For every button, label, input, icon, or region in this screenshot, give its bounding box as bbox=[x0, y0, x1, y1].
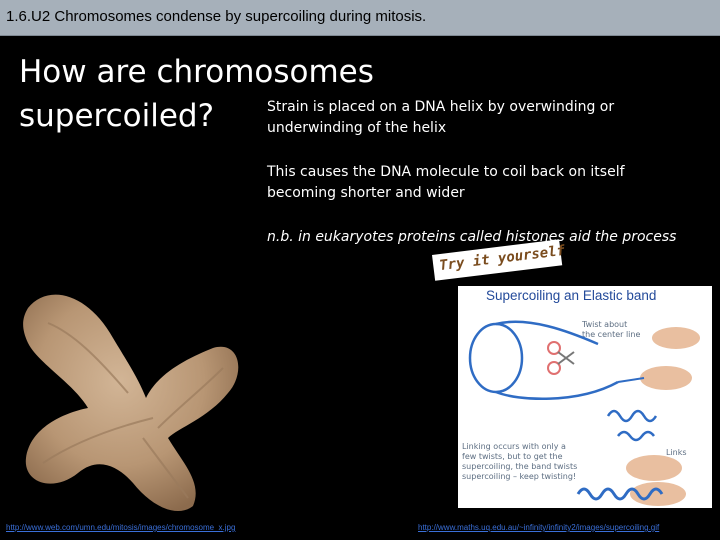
band-loop-icon bbox=[470, 324, 522, 392]
histone-note: n.b. in eukaryotes proteins called histones aid the process bbox=[267, 229, 677, 245]
band-illustration bbox=[458, 286, 712, 508]
chromosome-image bbox=[18, 278, 243, 518]
band-note-links: Links bbox=[666, 448, 687, 457]
band-note-bottom-1: Linking occurs with only a bbox=[462, 442, 566, 451]
band-note-bottom-2: few twists, but to get the bbox=[462, 452, 563, 461]
try-it-text: Try it yourself bbox=[438, 242, 566, 275]
title-line-2: supercoiled? bbox=[19, 98, 215, 134]
band-note-bottom-3: supercoiling, the band twists bbox=[462, 462, 578, 471]
source-link-left[interactable]: http://www.web.com/umn.edu/mitosis/images/chromosome_x.jpg bbox=[6, 523, 236, 532]
band-note-bottom-4: supercoiling – keep twisting! bbox=[462, 472, 577, 481]
elastic-band-figure bbox=[458, 286, 712, 508]
band-figure-title: Supercoiling an Elastic band bbox=[486, 288, 657, 303]
header-text: 1.6.U2 Chromosomes condense by supercoiling during mitosis. bbox=[6, 8, 427, 25]
coil-paragraph: This causes the DNA molecule to coil back on itself becoming shorter and wider bbox=[267, 164, 625, 201]
band-note-top-2: the center line bbox=[582, 330, 641, 339]
band-note-top-1: Twist about bbox=[582, 320, 628, 329]
source-link-right[interactable]: http://www.maths.uq.edu.au/~infinity/infinity2/images/supercoiling.gif bbox=[418, 523, 660, 532]
scissors-icon bbox=[548, 342, 574, 374]
strain-paragraph: Strain is placed on a DNA helix by overwinding or underwinding of the helix bbox=[267, 99, 615, 136]
slide-header bbox=[0, 0, 720, 36]
hand-icon bbox=[626, 327, 700, 506]
title-line-1: How are chromosomes bbox=[19, 54, 374, 90]
